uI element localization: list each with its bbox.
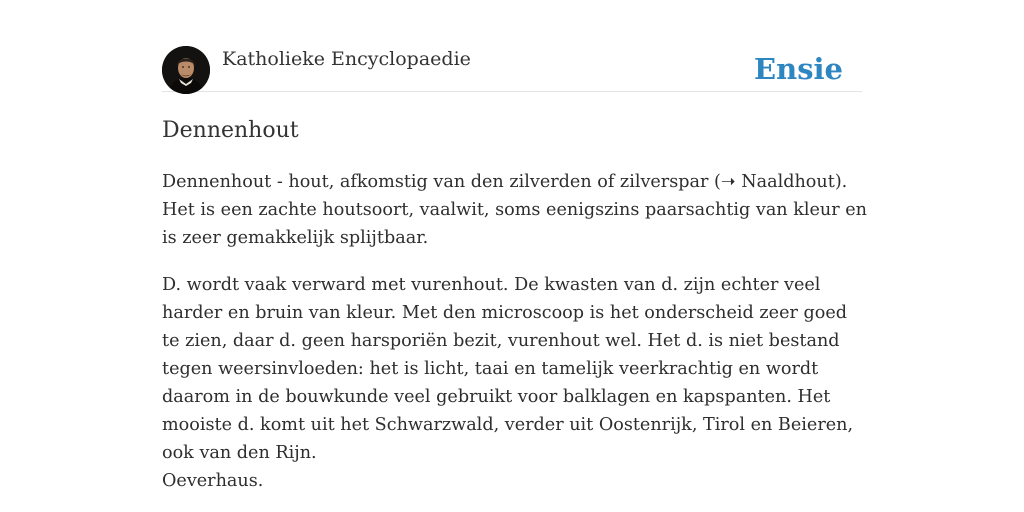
paragraph-2 (162, 271, 867, 495)
author-signature: Oeverhaus. (162, 471, 264, 491)
arrow-right-icon: ➝ (720, 172, 736, 192)
brand-logo[interactable]: Ensie (754, 52, 843, 86)
naaldhout-link-label: Naaldhout (735, 172, 835, 192)
portrait-icon (162, 46, 210, 94)
article-title: Dennenhout (162, 118, 299, 143)
paragraph-1 (162, 168, 867, 252)
source-avatar-icon[interactable] (162, 46, 210, 94)
paragraph-2-text: D. wordt vaak verward met vurenhout. De kwasten van d. zijn echter veel harder en bruin van kleur. Met den microscoop is het onderscheid zeer goed te zien, daar d. geen harsporiën bezit, vurenhout wel. Het d. is niet bestand tegen weersinvloeden: het is licht, taai en tamelijk veerkrachtig en wordt daarom in de bouwkunde veel gebruikt voor balklagen en kapspanten. Het mooiste d. komt uit het Schwarzwald, verder uit Oostenrijk, Tirol en Beieren, ook van den Rijn. (162, 275, 854, 463)
paragraph-1-text: Dennenhout - hout, afkomstig van den zilverden of zilverspar ( (162, 172, 721, 192)
article-body (162, 168, 867, 512)
header (162, 46, 862, 92)
naaldhout-link[interactable] (721, 172, 835, 192)
source-name[interactable]: Katholieke Encyclopaedie (222, 48, 471, 70)
paragraph-1-rest: ). Het is een zachte houtsoort, vaalwit, soms eenigszins paarsachtig van kleur en is zeer gemakkelijk splijtbaar. (162, 172, 868, 248)
